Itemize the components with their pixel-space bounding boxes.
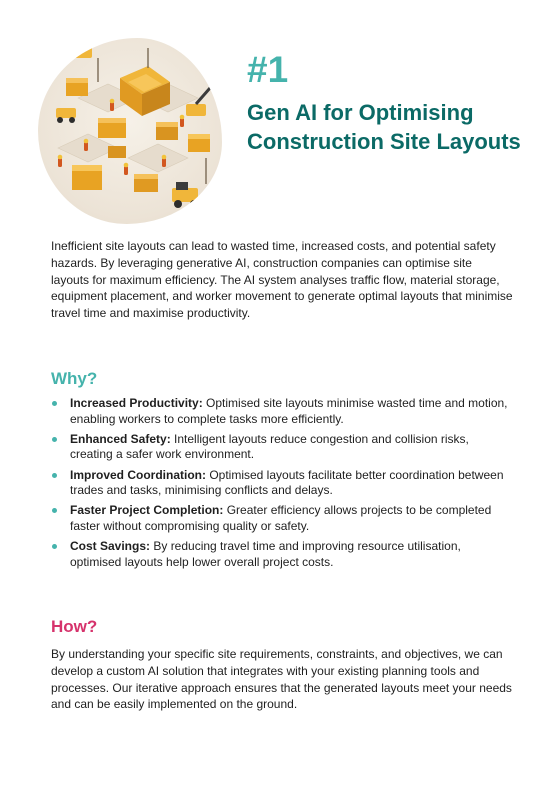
page-title: Gen AI for Optimising Construction Site Layouts <box>247 100 521 154</box>
construction-site-image <box>38 38 222 224</box>
list-item-label: Enhanced Safety: <box>70 431 171 446</box>
list-item-text: Greater efficiency allows projects to be completed faster without compromising quality or safety. <box>70 503 492 533</box>
hero-illustration <box>28 30 224 226</box>
header-block <box>247 50 537 156</box>
bullet-icon <box>52 401 57 406</box>
list-item-text: Optimised layouts facilitate better coordination between trades and tasks, minimising conflicts and delays. <box>70 467 504 498</box>
intro-paragraph: Inefficient site layouts can lead to wasted time, increased costs, and potential safety hazards. By leveraging generative AI, construction companies can optimise site layouts for maximum efficiency. The AI system analyses traffic flow, material storage, equipment placement, and worker movement to generate optimal layouts that minimise travel time and maximise productivity. <box>51 239 513 321</box>
list-item-label: Faster Project Completion: <box>70 503 224 518</box>
list-item-text: Intelligent layouts reduce congestion and collision risks, creating a safer work environment. <box>70 431 469 462</box>
list-item <box>51 503 513 534</box>
bullet-icon <box>52 437 57 442</box>
why-heading: Why? <box>51 369 98 388</box>
construction-scene-graphic <box>38 38 222 224</box>
list-item <box>51 468 513 499</box>
how-paragraph: By understanding your specific site requirements, constraints, and objectives, we can develop a custom AI solution that integrates with your existing planning tools and processes. Our iterative approach ensures that the generated layouts meet your needs and can be easily implemented on the ground. <box>51 647 512 712</box>
list-item <box>51 432 513 463</box>
bullet-icon <box>52 473 57 478</box>
list-item-text: By reducing travel time and improving resource utilisation, optimised layouts help lower overall project costs. <box>70 539 461 569</box>
list-item-label: Cost Savings: <box>70 539 151 554</box>
list-item-text: Optimised site layouts minimise wasted time and motion, enabling workers to complete tasks more efficiently. <box>70 396 508 426</box>
list-item <box>51 539 513 570</box>
how-heading: How? <box>51 617 98 636</box>
bullet-icon <box>52 544 57 549</box>
why-list <box>51 396 513 575</box>
list-item-label: Increased Productivity: <box>70 396 203 410</box>
list-item-label: Improved Coordination: <box>70 467 206 482</box>
section-number: #1 <box>247 49 289 90</box>
bullet-icon <box>52 508 57 513</box>
list-item <box>51 396 513 427</box>
